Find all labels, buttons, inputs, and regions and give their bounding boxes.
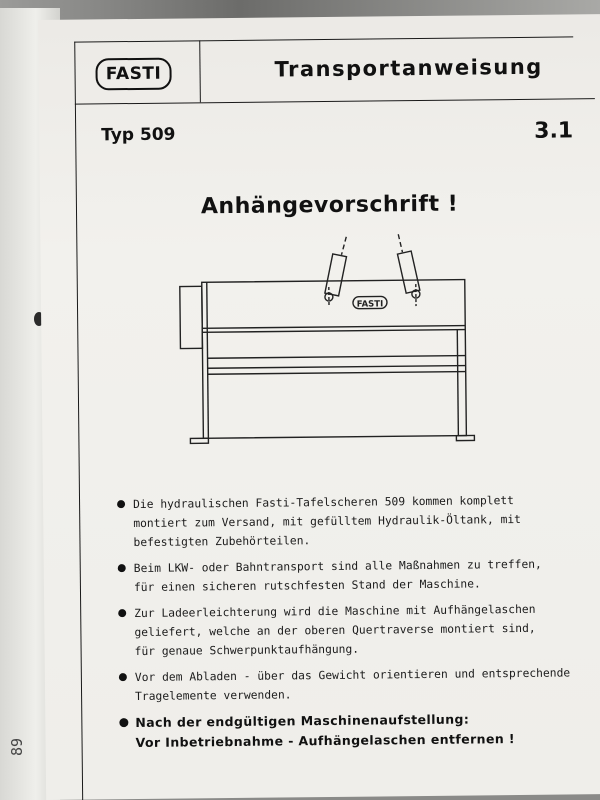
instruction-item	[115, 663, 585, 706]
instruction-line: für einen sicheren rutschfesten Stand der Maschine.	[133, 577, 481, 595]
page-header	[74, 36, 595, 104]
right-lifting-lug	[397, 234, 420, 306]
right-foot	[456, 435, 474, 440]
side-cylinder-housing	[180, 286, 203, 348]
final-notice-line: Nach der endgültigen Maschinenaufstellung:	[135, 711, 470, 731]
logo-cell	[74, 40, 201, 103]
instruction-line: Tragelemente verwenden.	[135, 688, 292, 704]
instruction-line: Zur Ladeerleichterung wird die Maschine mit Aufhängelaschen	[134, 602, 536, 621]
document-title: Transportanweisung	[274, 54, 543, 82]
bullet-dot	[118, 609, 126, 617]
document-page	[38, 14, 600, 800]
bullet-dot	[119, 673, 127, 681]
instruction-line: für genaue Schwerpunktaufhängung.	[134, 642, 360, 659]
instruction-line: Beim LKW- oder Bahntransport sind alle Maßnahmen zu treffen,	[133, 557, 542, 576]
bullet-dot	[118, 564, 126, 572]
final-notice-line: Vor Inbetriebnahme - Aufhängelaschen entfernen !	[135, 731, 516, 751]
instruction-line: geliefert, welche an der oberen Quertraverse montiert sind,	[134, 621, 536, 640]
instruction-item	[114, 554, 584, 597]
machine-diagram	[178, 225, 520, 459]
bullet-dot	[119, 718, 128, 727]
instruction-line: befestigten Zubehörteilen.	[133, 534, 311, 550]
section-number: 3.1	[534, 118, 574, 144]
page-edge-number: 89	[8, 737, 27, 757]
bullet-dot	[117, 500, 125, 508]
instruction-line: Die hydraulischen Fasti-Tafelscheren 509 kommen komplett	[133, 494, 515, 512]
left-foot	[190, 438, 208, 443]
instruction-list	[113, 490, 586, 760]
fasti-logo: FASTI	[95, 58, 171, 91]
main-heading: Anhängevorschrift !	[200, 191, 459, 220]
instruction-line: montiert zum Versand, mit gefülltem Hydraulik-Öltank, mit	[133, 512, 522, 531]
left-lifting-lug	[324, 237, 347, 307]
final-notice	[115, 708, 585, 753]
instruction-line: Vor dem Abladen - über das Gewicht orientieren und entsprechende	[134, 666, 571, 685]
machine-type-label: Typ 509	[101, 124, 176, 146]
machine-body	[202, 280, 467, 439]
machine-logo-text: FASTI	[356, 299, 384, 310]
instruction-item	[113, 490, 584, 552]
instruction-item	[114, 599, 585, 661]
